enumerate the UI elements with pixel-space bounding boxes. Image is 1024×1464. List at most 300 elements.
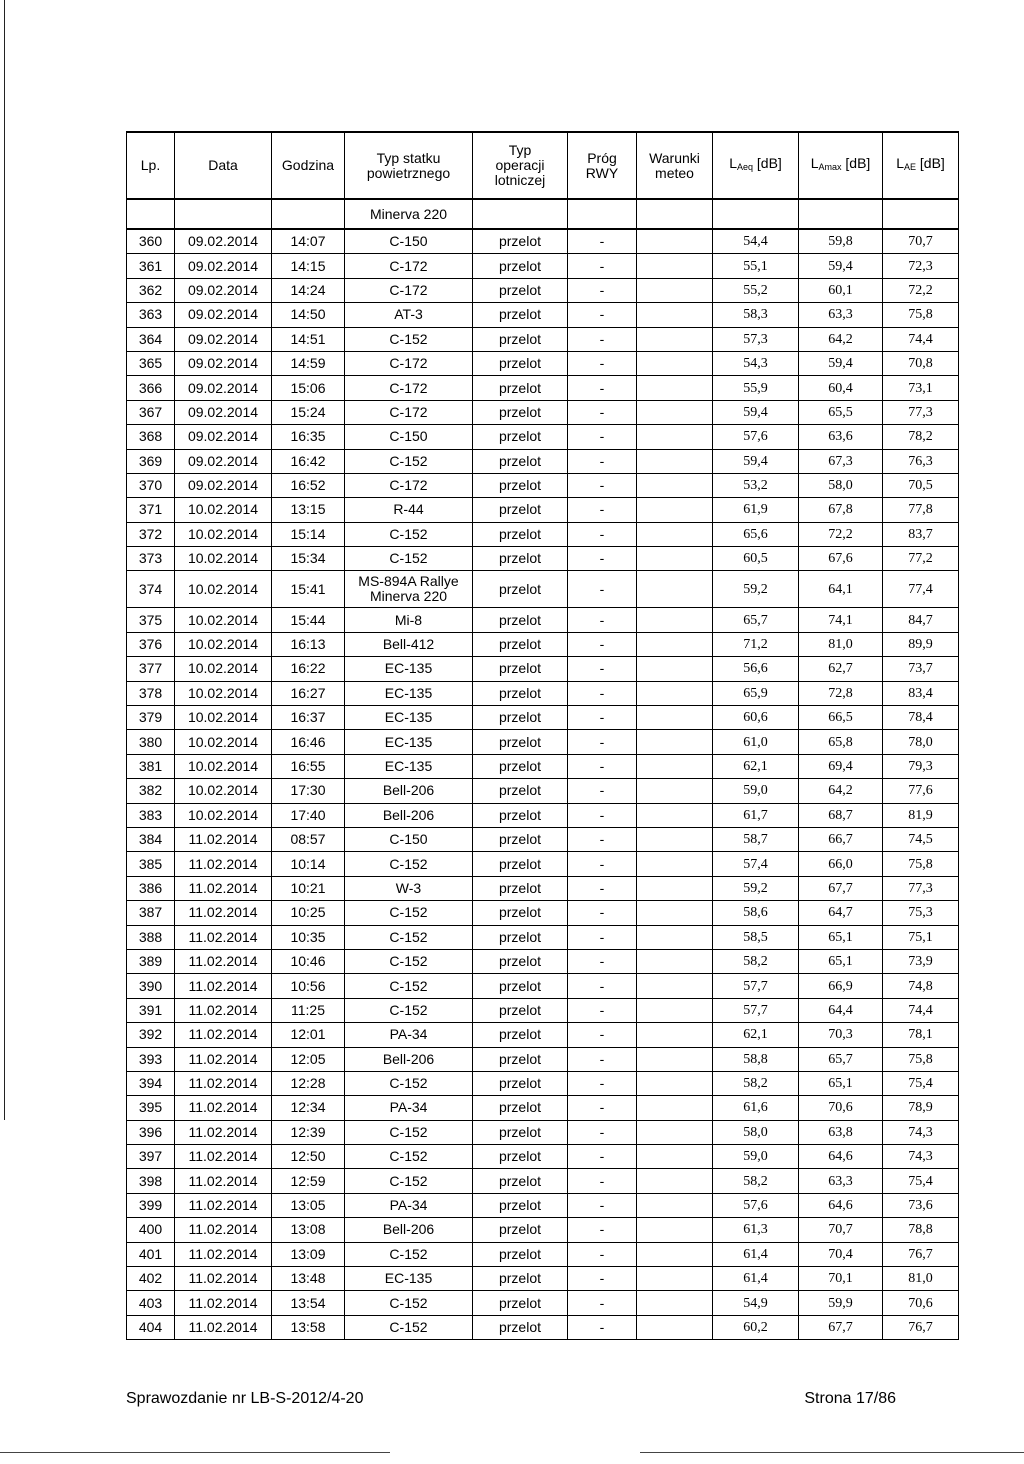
cell-lae: 74,8 xyxy=(883,974,959,998)
table-row xyxy=(127,901,959,925)
cell-rwy: - xyxy=(568,449,637,473)
cell-aircraft: C-172 xyxy=(345,400,473,424)
cell-lamax: 62,7 xyxy=(799,657,883,681)
cell-time: 16:52 xyxy=(272,473,345,497)
cell-lae: 76,7 xyxy=(883,1315,959,1339)
cell-rwy: - xyxy=(568,681,637,705)
table-row xyxy=(127,327,959,351)
cell-rwy: - xyxy=(568,608,637,632)
cell-laeq: 61,9 xyxy=(713,498,799,522)
noise-measurement-table xyxy=(126,131,959,1340)
cell-operation: przelot xyxy=(473,779,568,803)
cell-meteo xyxy=(637,498,713,522)
cell-date: 11.02.2014 xyxy=(175,925,272,949)
cell-meteo xyxy=(637,1071,713,1095)
cell-meteo xyxy=(637,1169,713,1193)
cell-rwy: - xyxy=(568,1120,637,1144)
cell-lamax: 65,1 xyxy=(799,1071,883,1095)
cell-date: 09.02.2014 xyxy=(175,229,272,254)
cell-aircraft: C-172 xyxy=(345,278,473,302)
header-lamax xyxy=(799,132,883,199)
cell-lp: 397 xyxy=(127,1145,175,1169)
cell-meteo xyxy=(637,1267,713,1291)
cell-aircraft: C-152 xyxy=(345,1120,473,1144)
cell-operation: przelot xyxy=(473,498,568,522)
cell-aircraft: C-152 xyxy=(345,1145,473,1169)
cell-lp: 385 xyxy=(127,852,175,876)
carryover-empty-cell xyxy=(175,199,272,229)
table-row xyxy=(127,998,959,1022)
cell-meteo xyxy=(637,949,713,973)
cell-rwy: - xyxy=(568,229,637,254)
table-row xyxy=(127,1267,959,1291)
cell-laeq: 54,4 xyxy=(713,229,799,254)
cell-rwy: - xyxy=(568,779,637,803)
cell-time: 16:42 xyxy=(272,449,345,473)
cell-time: 12:59 xyxy=(272,1169,345,1193)
cell-laeq: 57,4 xyxy=(713,852,799,876)
cell-meteo xyxy=(637,1023,713,1047)
table-row xyxy=(127,803,959,827)
cell-lp: 373 xyxy=(127,547,175,571)
cell-meteo xyxy=(637,303,713,327)
cell-rwy: - xyxy=(568,571,637,608)
cell-lamax: 66,5 xyxy=(799,706,883,730)
cell-lae: 74,4 xyxy=(883,998,959,1022)
cell-laeq: 56,6 xyxy=(713,657,799,681)
cell-rwy: - xyxy=(568,949,637,973)
cell-aircraft: Bell-206 xyxy=(345,779,473,803)
scan-edge-line xyxy=(4,0,5,1120)
cell-operation: przelot xyxy=(473,1291,568,1315)
cell-aircraft: C-152 xyxy=(345,974,473,998)
cell-time: 16:35 xyxy=(272,425,345,449)
header-laeq-sub: Aeq xyxy=(736,162,753,172)
cell-lamax: 64,6 xyxy=(799,1145,883,1169)
table-row xyxy=(127,949,959,973)
cell-aircraft: C-152 xyxy=(345,449,473,473)
cell-date: 09.02.2014 xyxy=(175,449,272,473)
cell-lamax: 68,7 xyxy=(799,803,883,827)
cell-laeq: 59,4 xyxy=(713,449,799,473)
cell-aircraft: C-150 xyxy=(345,229,473,254)
cell-time: 13:05 xyxy=(272,1193,345,1217)
cell-lamax: 66,0 xyxy=(799,852,883,876)
cell-lae: 83,7 xyxy=(883,522,959,546)
cell-lae: 72,3 xyxy=(883,254,959,278)
cell-meteo xyxy=(637,571,713,608)
cell-laeq: 59,0 xyxy=(713,779,799,803)
header-row xyxy=(127,132,959,199)
cell-date: 11.02.2014 xyxy=(175,974,272,998)
cell-date: 09.02.2014 xyxy=(175,303,272,327)
cell-date: 09.02.2014 xyxy=(175,400,272,424)
cell-operation: przelot xyxy=(473,376,568,400)
cell-meteo xyxy=(637,1218,713,1242)
cell-lae: 76,7 xyxy=(883,1242,959,1266)
cell-date: 11.02.2014 xyxy=(175,1193,272,1217)
cell-operation: przelot xyxy=(473,706,568,730)
cell-operation: przelot xyxy=(473,571,568,608)
cell-time: 11:25 xyxy=(272,998,345,1022)
cell-time: 12:28 xyxy=(272,1071,345,1095)
table-row xyxy=(127,730,959,754)
cell-time: 10:35 xyxy=(272,925,345,949)
cell-operation: przelot xyxy=(473,547,568,571)
cell-rwy: - xyxy=(568,498,637,522)
cell-meteo xyxy=(637,706,713,730)
cell-lp: 365 xyxy=(127,351,175,375)
cell-lamax: 63,3 xyxy=(799,303,883,327)
cell-lp: 390 xyxy=(127,974,175,998)
cell-laeq: 57,7 xyxy=(713,974,799,998)
cell-lamax: 64,2 xyxy=(799,779,883,803)
cell-lae: 70,5 xyxy=(883,473,959,497)
cell-date: 11.02.2014 xyxy=(175,1315,272,1339)
cell-rwy: - xyxy=(568,522,637,546)
cell-meteo xyxy=(637,351,713,375)
cell-aircraft: EC-135 xyxy=(345,657,473,681)
cell-aircraft: EC-135 xyxy=(345,730,473,754)
cell-lae: 73,9 xyxy=(883,949,959,973)
cell-laeq: 58,7 xyxy=(713,827,799,851)
cell-aircraft: C-172 xyxy=(345,376,473,400)
cell-rwy: - xyxy=(568,376,637,400)
header-lae xyxy=(883,132,959,199)
cell-lp: 376 xyxy=(127,632,175,656)
cell-lp: 395 xyxy=(127,1096,175,1120)
cell-lae: 77,6 xyxy=(883,779,959,803)
cell-date: 10.02.2014 xyxy=(175,498,272,522)
cell-lamax: 60,4 xyxy=(799,376,883,400)
cell-rwy: - xyxy=(568,998,637,1022)
cell-meteo xyxy=(637,827,713,851)
cell-laeq: 59,2 xyxy=(713,876,799,900)
cell-laeq: 61,7 xyxy=(713,803,799,827)
table-row xyxy=(127,1291,959,1315)
cell-laeq: 61,4 xyxy=(713,1267,799,1291)
cell-laeq: 59,0 xyxy=(713,1145,799,1169)
cell-time: 16:55 xyxy=(272,754,345,778)
table-row xyxy=(127,1242,959,1266)
cell-lp: 402 xyxy=(127,1267,175,1291)
cell-time: 15:06 xyxy=(272,376,345,400)
cell-date: 11.02.2014 xyxy=(175,1267,272,1291)
cell-date: 09.02.2014 xyxy=(175,278,272,302)
header-lp: Lp. xyxy=(127,132,175,199)
cell-date: 09.02.2014 xyxy=(175,254,272,278)
cell-lp: 389 xyxy=(127,949,175,973)
cell-rwy: - xyxy=(568,803,637,827)
cell-lae: 75,8 xyxy=(883,1047,959,1071)
cell-time: 16:46 xyxy=(272,730,345,754)
cell-aircraft: C-152 xyxy=(345,925,473,949)
cell-operation: przelot xyxy=(473,278,568,302)
cell-rwy: - xyxy=(568,632,637,656)
cell-lamax: 65,1 xyxy=(799,949,883,973)
cell-lamax: 63,8 xyxy=(799,1120,883,1144)
cell-lp: 393 xyxy=(127,1047,175,1071)
header-prog xyxy=(568,132,637,199)
table-row xyxy=(127,1071,959,1095)
cell-aircraft: C-152 xyxy=(345,901,473,925)
cell-time: 14:51 xyxy=(272,327,345,351)
cell-time: 12:39 xyxy=(272,1120,345,1144)
header-typ-statku xyxy=(345,132,473,199)
cell-meteo xyxy=(637,425,713,449)
cell-time: 13:58 xyxy=(272,1315,345,1339)
cell-time: 10:56 xyxy=(272,974,345,998)
cell-meteo xyxy=(637,1315,713,1339)
table-row xyxy=(127,425,959,449)
cell-laeq: 55,9 xyxy=(713,376,799,400)
cell-date: 10.02.2014 xyxy=(175,657,272,681)
cell-lae: 78,0 xyxy=(883,730,959,754)
cell-aircraft: PA-34 xyxy=(345,1023,473,1047)
cell-operation: przelot xyxy=(473,1218,568,1242)
cell-meteo xyxy=(637,473,713,497)
cell-time: 10:46 xyxy=(272,949,345,973)
cell-lp: 379 xyxy=(127,706,175,730)
cell-rwy: - xyxy=(568,1169,637,1193)
cell-aircraft: C-152 xyxy=(345,852,473,876)
cell-laeq: 55,2 xyxy=(713,278,799,302)
cell-rwy: - xyxy=(568,473,637,497)
cell-aircraft: W-3 xyxy=(345,876,473,900)
bottom-rule xyxy=(0,1452,390,1453)
cell-operation: przelot xyxy=(473,876,568,900)
table-row xyxy=(127,1047,959,1071)
cell-time: 14:24 xyxy=(272,278,345,302)
cell-aircraft: Bell-206 xyxy=(345,1047,473,1071)
cell-lamax: 67,7 xyxy=(799,876,883,900)
table-row xyxy=(127,400,959,424)
header-laeq-base: L xyxy=(729,155,737,171)
cell-rwy: - xyxy=(568,1023,637,1047)
cell-laeq: 61,6 xyxy=(713,1096,799,1120)
table-row xyxy=(127,1315,959,1339)
cell-rwy: - xyxy=(568,1047,637,1071)
table-row xyxy=(127,754,959,778)
cell-operation: przelot xyxy=(473,681,568,705)
cell-aircraft: EC-135 xyxy=(345,681,473,705)
header-data: Data xyxy=(175,132,272,199)
cell-lp: 401 xyxy=(127,1242,175,1266)
cell-lp: 371 xyxy=(127,498,175,522)
cell-meteo xyxy=(637,254,713,278)
cell-time: 13:15 xyxy=(272,498,345,522)
cell-lamax: 67,6 xyxy=(799,547,883,571)
carryover-empty-cell xyxy=(713,199,799,229)
carryover-empty-cell xyxy=(883,199,959,229)
cell-laeq: 57,6 xyxy=(713,1193,799,1217)
header-lamax-base: L xyxy=(810,155,819,171)
cell-aircraft: R-44 xyxy=(345,498,473,522)
cell-rwy: - xyxy=(568,827,637,851)
cell-lp: 374 xyxy=(127,571,175,608)
table-row xyxy=(127,827,959,851)
cell-time: 16:22 xyxy=(272,657,345,681)
cell-date: 10.02.2014 xyxy=(175,706,272,730)
cell-laeq: 62,1 xyxy=(713,754,799,778)
carryover-empty-cell xyxy=(568,199,637,229)
cell-operation: przelot xyxy=(473,1047,568,1071)
cell-date: 10.02.2014 xyxy=(175,681,272,705)
cell-rwy: - xyxy=(568,657,637,681)
cell-date: 10.02.2014 xyxy=(175,803,272,827)
table-row xyxy=(127,632,959,656)
cell-time: 10:21 xyxy=(272,876,345,900)
cell-aircraft: PA-34 xyxy=(345,1096,473,1120)
cell-lp: 369 xyxy=(127,449,175,473)
cell-laeq: 62,1 xyxy=(713,1023,799,1047)
table-row xyxy=(127,608,959,632)
cell-operation: przelot xyxy=(473,974,568,998)
cell-time: 14:50 xyxy=(272,303,345,327)
cell-lamax: 70,7 xyxy=(799,1218,883,1242)
cell-aircraft: PA-34 xyxy=(345,1193,473,1217)
cell-rwy: - xyxy=(568,901,637,925)
cell-date: 10.02.2014 xyxy=(175,730,272,754)
cell-aircraft: C-150 xyxy=(345,425,473,449)
cell-date: 11.02.2014 xyxy=(175,1218,272,1242)
cell-aircraft: C-152 xyxy=(345,1071,473,1095)
carryover-empty-cell xyxy=(637,199,713,229)
cell-lae: 78,9 xyxy=(883,1096,959,1120)
cell-time: 10:25 xyxy=(272,901,345,925)
cell-lp: 384 xyxy=(127,827,175,851)
cell-date: 10.02.2014 xyxy=(175,754,272,778)
cell-lp: 363 xyxy=(127,303,175,327)
cell-operation: przelot xyxy=(473,1071,568,1095)
cell-lamax: 63,6 xyxy=(799,425,883,449)
cell-time: 15:24 xyxy=(272,400,345,424)
cell-meteo xyxy=(637,1096,713,1120)
table-row xyxy=(127,1145,959,1169)
cell-aircraft: C-152 xyxy=(345,547,473,571)
cell-meteo xyxy=(637,803,713,827)
cell-laeq: 58,3 xyxy=(713,303,799,327)
cell-meteo xyxy=(637,754,713,778)
cell-meteo xyxy=(637,278,713,302)
cell-aircraft: Bell-206 xyxy=(345,803,473,827)
cell-operation: przelot xyxy=(473,852,568,876)
cell-lp: 375 xyxy=(127,608,175,632)
cell-rwy: - xyxy=(568,254,637,278)
cell-meteo xyxy=(637,779,713,803)
cell-lae: 75,4 xyxy=(883,1169,959,1193)
cell-rwy: - xyxy=(568,1071,637,1095)
table-row xyxy=(127,498,959,522)
cell-date: 09.02.2014 xyxy=(175,351,272,375)
cell-lae: 72,2 xyxy=(883,278,959,302)
table-row xyxy=(127,779,959,803)
cell-operation: przelot xyxy=(473,327,568,351)
cell-lamax: 72,2 xyxy=(799,522,883,546)
cell-lamax: 58,0 xyxy=(799,473,883,497)
cell-lamax: 70,6 xyxy=(799,1096,883,1120)
cell-lamax: 67,7 xyxy=(799,1315,883,1339)
cell-date: 11.02.2014 xyxy=(175,1120,272,1144)
table-row xyxy=(127,706,959,730)
cell-aircraft: C-152 xyxy=(345,327,473,351)
cell-lp: 364 xyxy=(127,327,175,351)
cell-laeq: 58,2 xyxy=(713,1169,799,1193)
table-row xyxy=(127,351,959,375)
carryover-empty-cell xyxy=(272,199,345,229)
cell-aircraft-text: MS-894A Rallye Minerva 220 xyxy=(358,573,459,605)
cell-lamax: 67,8 xyxy=(799,498,883,522)
cell-lamax: 70,1 xyxy=(799,1267,883,1291)
cell-time: 14:07 xyxy=(272,229,345,254)
cell-lp: 362 xyxy=(127,278,175,302)
cell-operation: przelot xyxy=(473,1267,568,1291)
cell-rwy: - xyxy=(568,1193,637,1217)
cell-time: 15:14 xyxy=(272,522,345,546)
cell-lamax: 65,7 xyxy=(799,1047,883,1071)
carryover-aircraft: Minerva 220 xyxy=(345,199,473,229)
cell-date: 11.02.2014 xyxy=(175,1169,272,1193)
cell-lae: 77,3 xyxy=(883,400,959,424)
cell-aircraft: C-152 xyxy=(345,1291,473,1315)
table-row xyxy=(127,547,959,571)
cell-rwy: - xyxy=(568,852,637,876)
cell-meteo xyxy=(637,632,713,656)
cell-date: 09.02.2014 xyxy=(175,376,272,400)
cell-lae: 77,4 xyxy=(883,571,959,608)
cell-lae: 77,8 xyxy=(883,498,959,522)
cell-lp: 381 xyxy=(127,754,175,778)
cell-laeq: 57,3 xyxy=(713,327,799,351)
cell-rwy: - xyxy=(568,1096,637,1120)
header-laeq xyxy=(713,132,799,199)
cell-date: 11.02.2014 xyxy=(175,1096,272,1120)
cell-laeq: 61,3 xyxy=(713,1218,799,1242)
cell-time: 10:14 xyxy=(272,852,345,876)
cell-aircraft: C-150 xyxy=(345,827,473,851)
cell-lae: 81,0 xyxy=(883,1267,959,1291)
cell-lamax: 64,6 xyxy=(799,1193,883,1217)
cell-aircraft: EC-135 xyxy=(345,1267,473,1291)
cell-meteo xyxy=(637,376,713,400)
table-row xyxy=(127,254,959,278)
cell-meteo xyxy=(637,1193,713,1217)
cell-date: 10.02.2014 xyxy=(175,632,272,656)
cell-operation: przelot xyxy=(473,473,568,497)
table-row xyxy=(127,876,959,900)
cell-lp: 387 xyxy=(127,901,175,925)
cell-lp: 404 xyxy=(127,1315,175,1339)
carryover-row xyxy=(127,199,959,229)
cell-aircraft: AT-3 xyxy=(345,303,473,327)
table-row xyxy=(127,1218,959,1242)
cell-lp: 366 xyxy=(127,376,175,400)
cell-date: 10.02.2014 xyxy=(175,522,272,546)
cell-lp: 378 xyxy=(127,681,175,705)
cell-lae: 75,8 xyxy=(883,303,959,327)
cell-meteo xyxy=(637,1291,713,1315)
table-row xyxy=(127,657,959,681)
cell-lae: 78,1 xyxy=(883,1023,959,1047)
cell-lp: 400 xyxy=(127,1218,175,1242)
cell-lp: 380 xyxy=(127,730,175,754)
cell-lamax: 74,1 xyxy=(799,608,883,632)
cell-lae: 78,2 xyxy=(883,425,959,449)
cell-operation: przelot xyxy=(473,827,568,851)
cell-lamax: 81,0 xyxy=(799,632,883,656)
cell-operation: przelot xyxy=(473,522,568,546)
cell-lamax: 65,5 xyxy=(799,400,883,424)
